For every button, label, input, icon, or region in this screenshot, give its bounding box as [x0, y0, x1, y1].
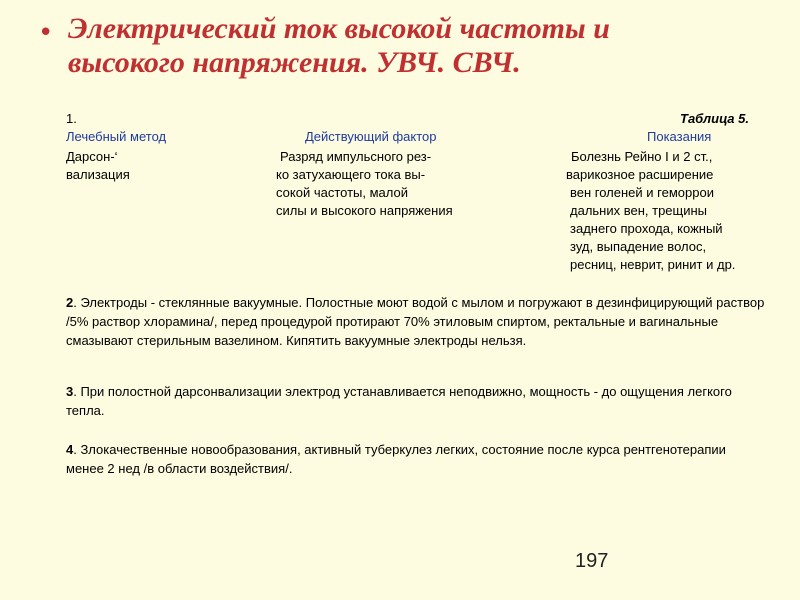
note-2	[66, 293, 766, 350]
note-3	[66, 382, 766, 420]
factor-line: силы и высокого напряжения	[276, 203, 453, 218]
indication-line: вен голеней и геморрои	[570, 185, 714, 200]
note-text: . При полостной дарсонвализации электрод устанавливается неподвижно, мощность - до ощущения легкого тепла.	[66, 384, 732, 418]
indication-line: зуд, выпадение волос,	[570, 239, 707, 254]
table-number: 1.	[66, 111, 77, 126]
factor-line: сокой частоты, малой	[276, 185, 408, 200]
note-text: . Электроды - стеклянные вакуумные. Полостные моют водой с мылом и погружают в дезинфицирующий раствор /5% раствор хлорамина/, перед процедурой протирают 70% этиловым спиртом, ректальные и вагинальные смазывают стерильным вазелином. Кипятить вакуумные электроды нельзя.	[66, 295, 765, 348]
factor-line: Разряд импульсного рез-	[280, 149, 432, 164]
page-number: 197	[575, 550, 609, 572]
note-number: 2	[66, 295, 74, 310]
header-method: Лечебный метод	[66, 129, 167, 144]
indication-line: Болезнь Рейно I и 2 ст.,	[571, 149, 713, 164]
header-factor: Действующий фактор	[305, 129, 437, 144]
indication-line: дальних вен, трещины	[570, 203, 708, 218]
factor-line: ко затухающего тока вы-	[276, 167, 426, 182]
note-4	[66, 440, 766, 478]
bullet-icon: •	[38, 18, 54, 48]
indication-line: ресниц, неврит, ринит и др.	[570, 257, 736, 272]
method-line: Дарсон-‘	[66, 149, 118, 164]
note-text: . Злокачественные новообразования, активный туберкулез легких, состояние после курса рентгенотерапии менее 2 нед /в области воздействия/.	[66, 442, 726, 476]
header-indications: Показания	[647, 129, 712, 144]
title-line-1: Электрический ток высокой частоты и	[68, 12, 610, 45]
title-line-2: высокого напряжения. УВЧ. СВЧ.	[68, 46, 521, 79]
note-number: 4	[66, 442, 74, 457]
note-number: 3	[66, 384, 74, 399]
table-caption: Таблица 5.	[680, 111, 749, 126]
indication-line: варикозное расширение	[566, 167, 714, 182]
slide-title	[68, 12, 768, 80]
indication-line: заднего прохода, кожный	[570, 221, 723, 236]
method-line: вализация	[66, 167, 130, 182]
